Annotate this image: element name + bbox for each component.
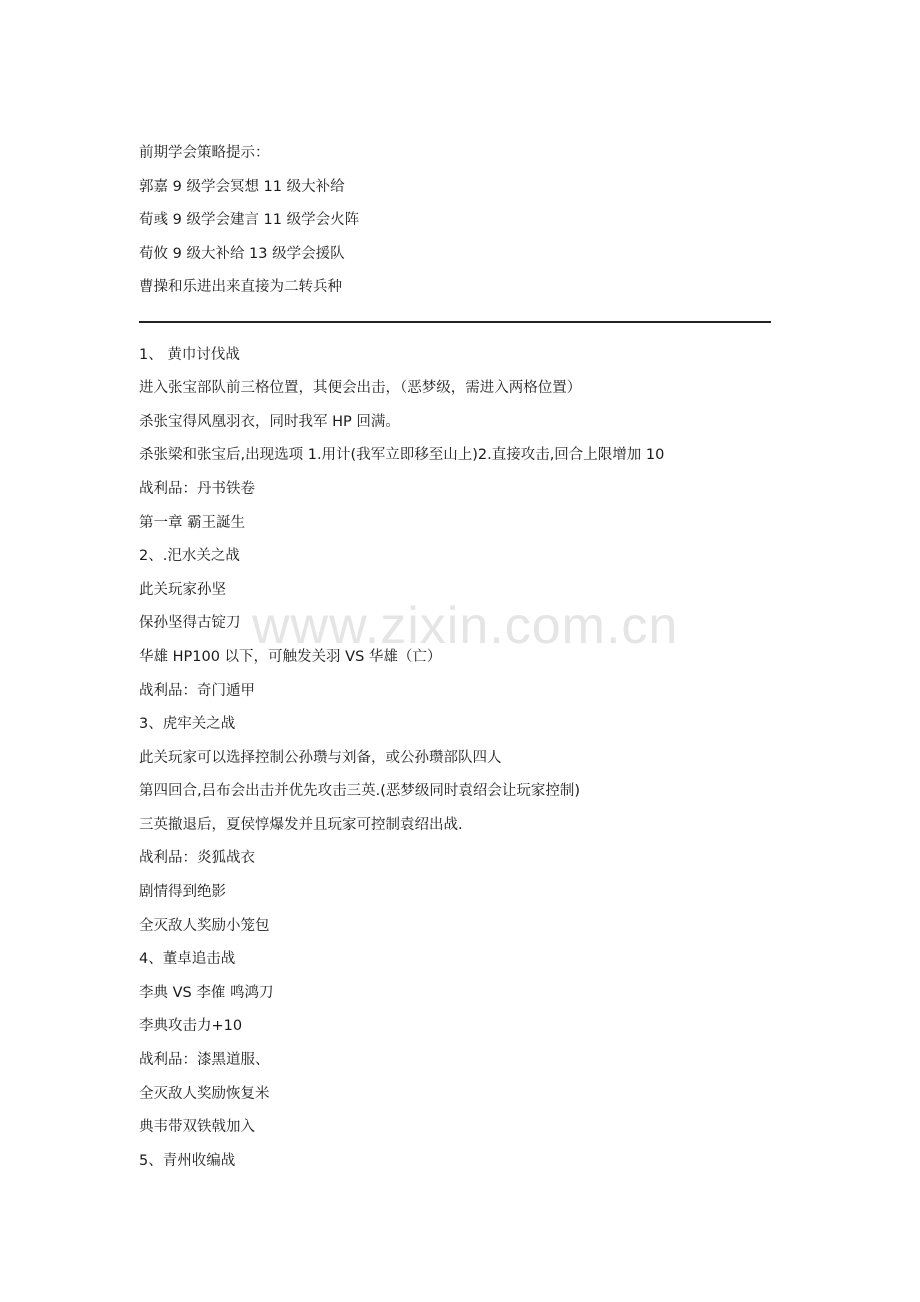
text-line: 典韦带双铁戟加入 xyxy=(139,1119,255,1136)
text-line: 全灭敌人奖励恢复米 xyxy=(139,1085,270,1102)
chapter-heading: 第一章 霸王誕生 xyxy=(139,514,246,531)
section-heading: 5、青州收编战 xyxy=(139,1152,236,1169)
text-line: 荀攸 9 级大补给 13 级学会援队 xyxy=(139,245,345,262)
text-line: 李典攻击力+10 xyxy=(139,1018,243,1035)
text-line: 杀张宝得风凰羽衣，同时我军 HP 回满。 xyxy=(139,413,400,430)
text-line: 剧情得到绝影 xyxy=(139,884,226,901)
text-line: 战利品：奇门遁甲 xyxy=(139,682,255,699)
text-line: 李典 VS 李傕 鸣鸿刀 xyxy=(139,984,274,1001)
text-line: 荀彧 9 级学会建言 11 级学会火阵 xyxy=(139,212,360,229)
text-line: 全灭敌人奖励小笼包 xyxy=(139,917,270,934)
text-line: 郭嘉 9 级学会冥想 11 级大补给 xyxy=(139,178,345,195)
text-line: 战利品：丹书铁卷 xyxy=(139,480,255,497)
text-line: 华雄 HP100 以下，可触发关羽 VS 华雄（亡） xyxy=(139,648,442,665)
text-line: 此关玩家孙坚 xyxy=(139,581,226,598)
section-heading: 1、 黄巾讨伐战 xyxy=(139,346,240,363)
section-heading: 2、.汜水关之战 xyxy=(139,548,240,565)
text-line: 此关玩家可以选择控制公孙瓒与刘备，或公孙瓒部队四人 xyxy=(139,749,502,766)
section-heading: 4、董卓追击战 xyxy=(139,951,236,968)
text-line: 杀张梁和张宝后,出现选项 1.用计(我军立即移至山上)2.直接攻击,回合上限增加 10 xyxy=(139,447,665,464)
text-line: 进入张宝部队前三格位置，其便会出击，（恶梦级，需进入两格位置） xyxy=(139,380,582,397)
text-line: 保孙坚得古锭刀 xyxy=(139,615,241,632)
horizontal-divider xyxy=(139,308,879,342)
section-heading: 3、虎牢关之战 xyxy=(139,716,236,733)
text-line: 三英撤退后，夏侯惇爆发并且玩家可控制袁绍出战. xyxy=(139,816,463,833)
document-body xyxy=(139,140,879,1181)
text-line: 战利品：漆黑道服、 xyxy=(139,1052,270,1069)
watermark-text: www.zixin.com.cn xyxy=(252,597,679,655)
strategy-heading: 前期学会策略提示： xyxy=(139,145,270,161)
text-line: 第四回合,吕布会出击并优先攻击三英.(恶梦级同时袁绍会让玩家控制) xyxy=(139,783,581,800)
text-line: 曹操和乐进出来直接为二转兵种 xyxy=(139,279,342,296)
text-line: 战利品：炎狐战衣 xyxy=(139,850,255,867)
